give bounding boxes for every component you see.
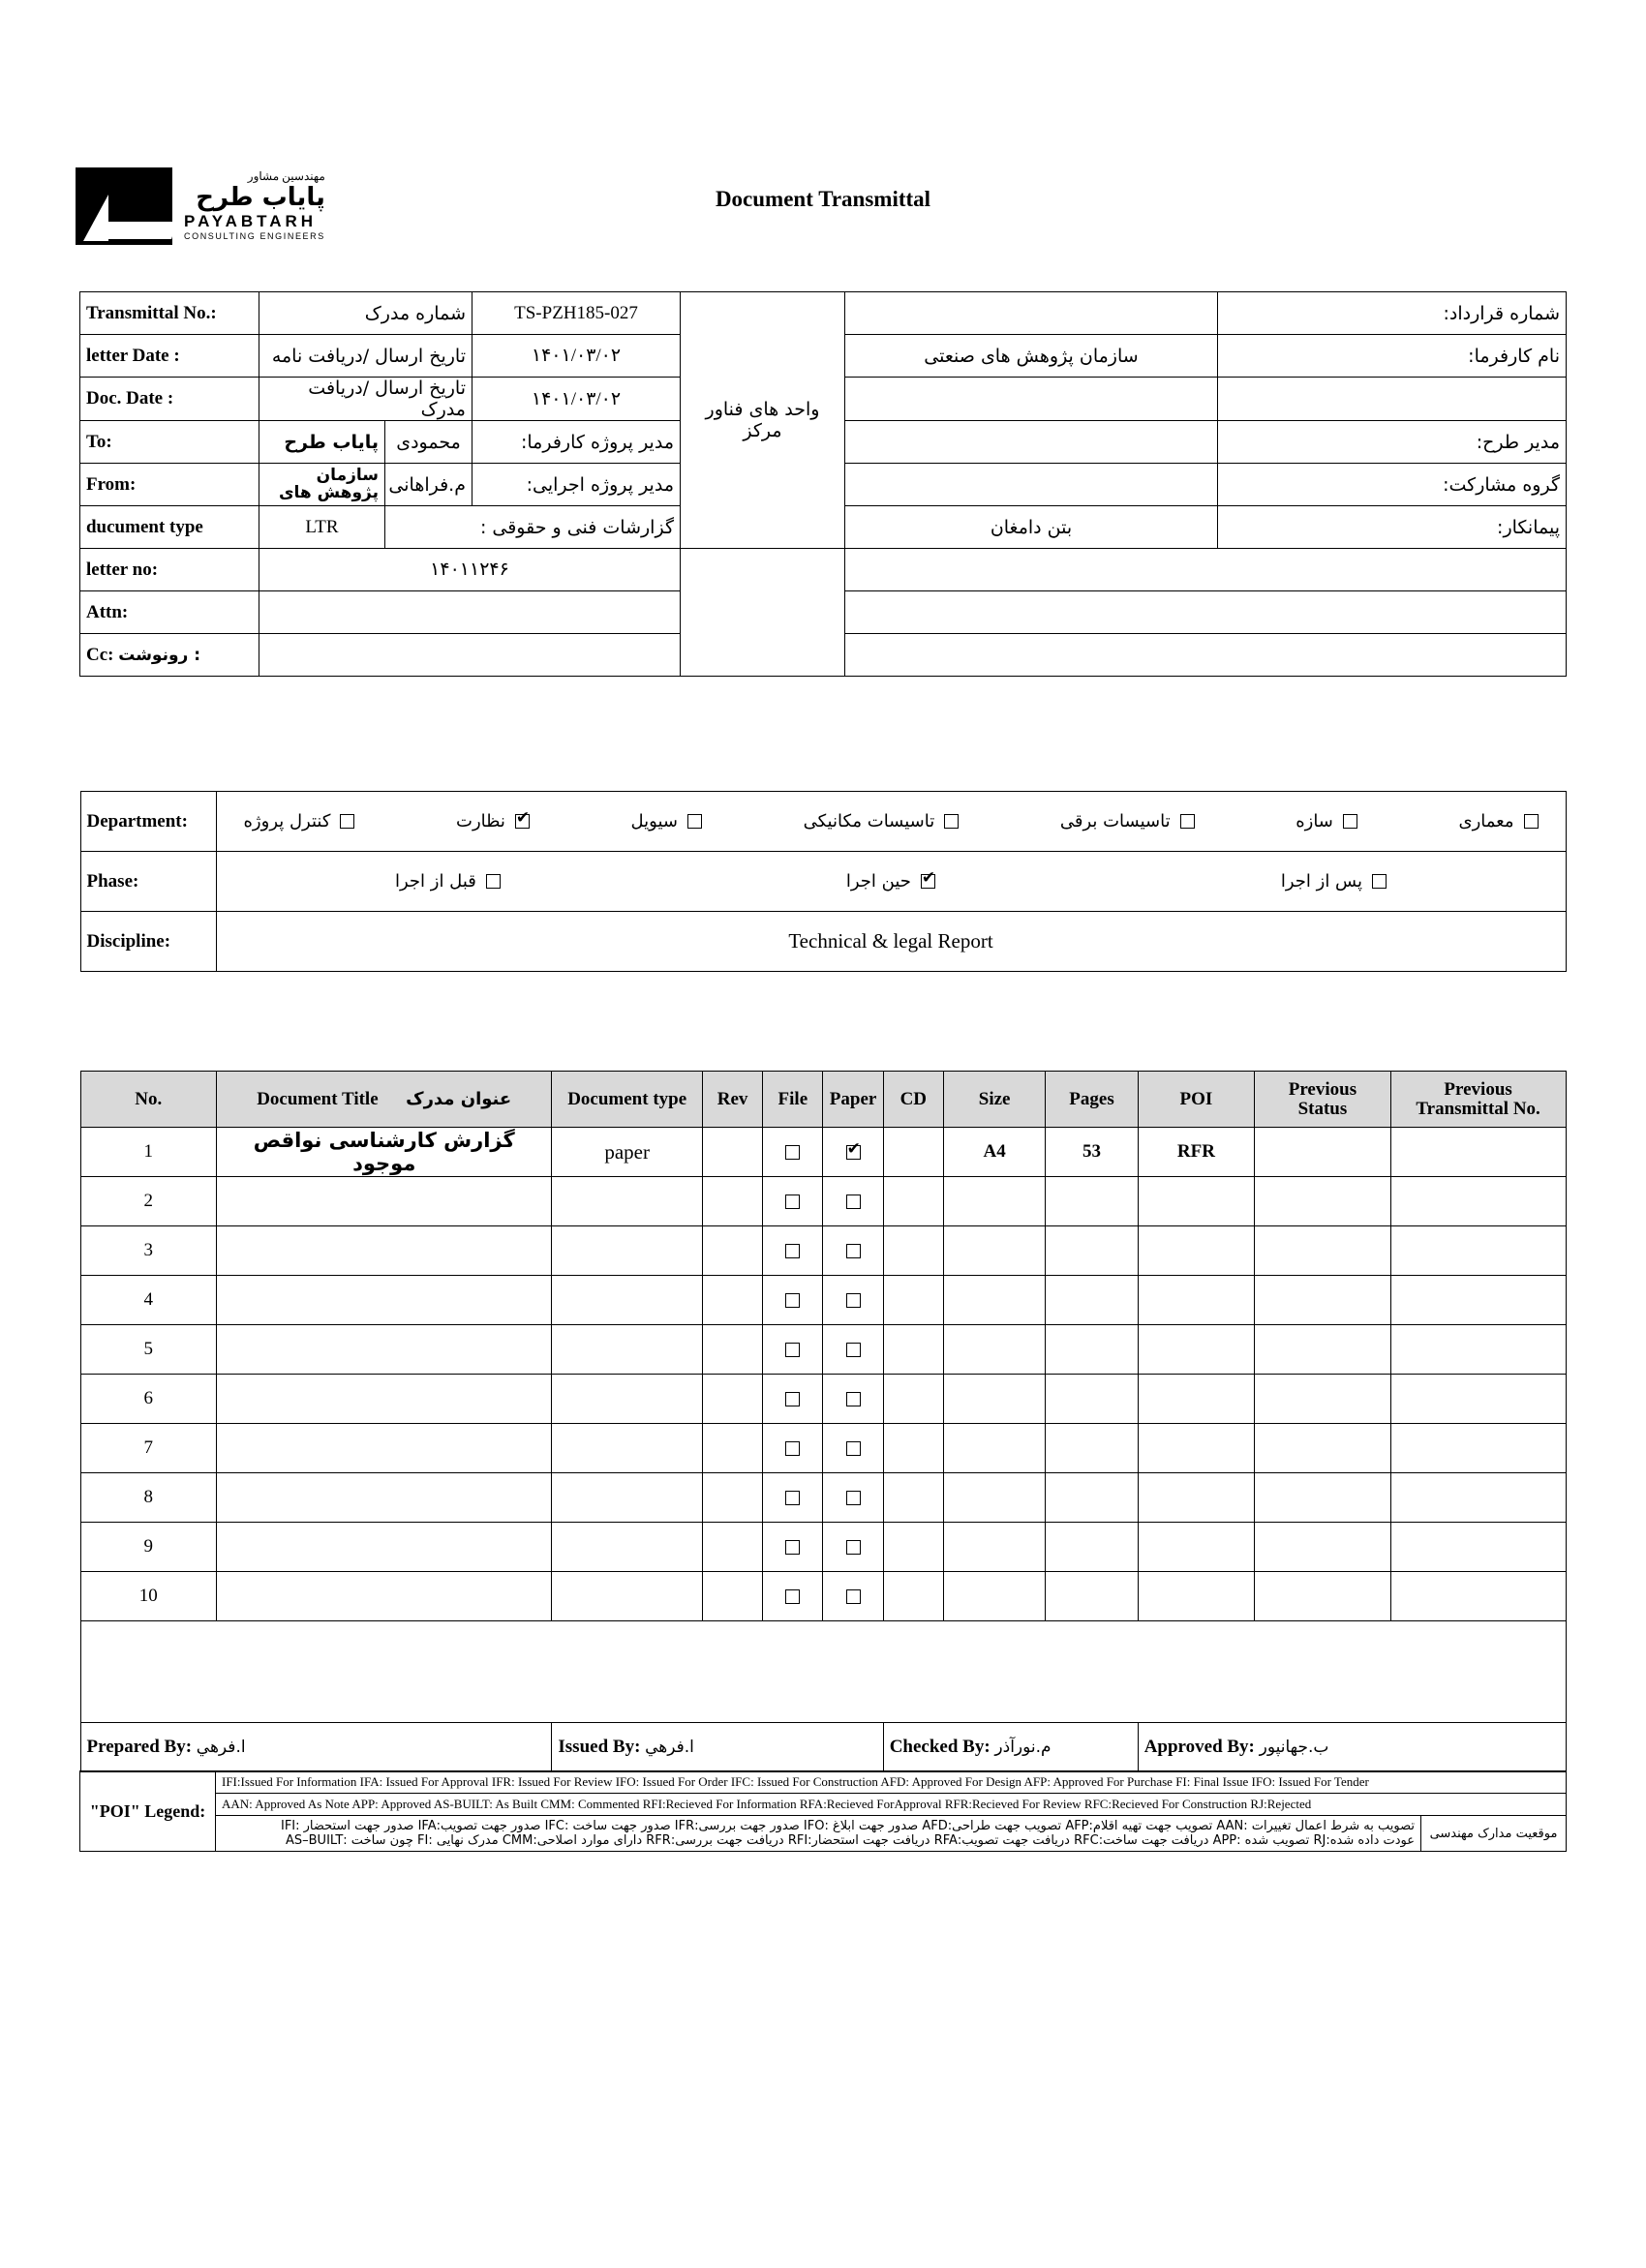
project-director-label: مدیر طرح: bbox=[1218, 421, 1567, 464]
legend-en-line-1: IFI:Issued For Information IFA: Issued For Approval IFR: Issued For Review IFO: Issued For Order IFC: Issued For Construction AFD: Approved For Design AFP: Approved For Purchase FI: Final Issue IFO: Issued For Tender bbox=[216, 1771, 1567, 1794]
row-title[interactable] bbox=[217, 1473, 552, 1523]
right-blank-cell-3 bbox=[845, 591, 1567, 634]
col-previous-status-l2: Status bbox=[1297, 1098, 1348, 1119]
col-size: Size bbox=[943, 1072, 1045, 1128]
row-pages[interactable] bbox=[1046, 1177, 1138, 1226]
doc-date-value[interactable]: ۱۴۰۱/۰۳/۰۲ bbox=[472, 378, 681, 421]
phase-label-before: قبل از اجرا bbox=[394, 871, 476, 892]
col-previous-status-l1: Previous bbox=[1288, 1078, 1357, 1100]
row-cd[interactable] bbox=[883, 1325, 943, 1375]
row-rev[interactable] bbox=[702, 1325, 762, 1375]
row-file[interactable] bbox=[763, 1177, 823, 1226]
row-size[interactable] bbox=[943, 1424, 1045, 1473]
row-no: 10 bbox=[80, 1572, 217, 1621]
row-doctype[interactable] bbox=[552, 1375, 703, 1424]
row-no: 7 bbox=[80, 1424, 217, 1473]
row-pages[interactable] bbox=[1046, 1572, 1138, 1621]
signature-row bbox=[80, 1723, 1566, 1772]
row-paper[interactable] bbox=[823, 1226, 883, 1276]
col-previous-transmittal-l1: Previous bbox=[1444, 1078, 1512, 1100]
department-phase-table bbox=[80, 791, 1567, 972]
row-doctype[interactable] bbox=[552, 1572, 703, 1621]
employer-name-value[interactable]: سازمان پژوهش های صنعتی bbox=[845, 335, 1218, 378]
row-no: 5 bbox=[80, 1325, 217, 1375]
row-no: 8 bbox=[80, 1473, 217, 1523]
checked-by-label: Checked By: bbox=[889, 1737, 991, 1757]
row-file[interactable] bbox=[763, 1375, 823, 1424]
checkbox-civil[interactable] bbox=[687, 814, 702, 829]
employer-pm-value[interactable]: محمودی bbox=[384, 421, 472, 464]
checkbox-file[interactable] bbox=[785, 1491, 800, 1505]
row-previous-status[interactable] bbox=[1255, 1572, 1391, 1621]
checkbox-paper[interactable] bbox=[846, 1589, 861, 1604]
legend-fa-lines bbox=[216, 1816, 1421, 1852]
checkbox-paper[interactable] bbox=[846, 1491, 861, 1505]
row-previous-status[interactable] bbox=[1255, 1276, 1391, 1325]
letter-no-label: letter no: bbox=[79, 549, 259, 591]
notes-row bbox=[80, 1621, 1566, 1723]
dept-option-structure[interactable] bbox=[1295, 811, 1357, 832]
dept-option-supervision[interactable] bbox=[456, 811, 530, 832]
row-doctype[interactable] bbox=[552, 1177, 703, 1226]
dept-option-mechanical[interactable] bbox=[804, 811, 960, 832]
signature-prepared-by[interactable] bbox=[80, 1723, 552, 1772]
row-cd[interactable] bbox=[883, 1226, 943, 1276]
prepared-by-value: ا.فرهي bbox=[196, 1738, 246, 1757]
joint-venture-value[interactable] bbox=[845, 464, 1218, 506]
row-paper[interactable] bbox=[823, 1473, 883, 1523]
dept-option-civil[interactable] bbox=[631, 811, 702, 832]
phase-option-after[interactable] bbox=[1281, 871, 1387, 892]
row-cd[interactable] bbox=[883, 1177, 943, 1226]
table-row bbox=[80, 1177, 1566, 1226]
contract-no-value[interactable] bbox=[845, 292, 1218, 335]
letter-no-value[interactable]: ۱۴۰۱۱۲۴۶ bbox=[259, 549, 680, 591]
table-row bbox=[80, 1276, 1566, 1325]
col-previous-status bbox=[1255, 1072, 1391, 1128]
col-rev: Rev bbox=[702, 1072, 762, 1128]
checkbox-paper[interactable] bbox=[846, 1343, 861, 1357]
row-pages[interactable] bbox=[1046, 1325, 1138, 1375]
row-previous-status[interactable] bbox=[1255, 1424, 1391, 1473]
project-director-value[interactable] bbox=[845, 421, 1218, 464]
employer-pm-label: مدیر پروژه کارفرما: bbox=[472, 421, 681, 464]
row-size[interactable] bbox=[943, 1473, 1045, 1523]
exec-pm-value[interactable]: م.فراهانی bbox=[384, 464, 472, 506]
row-paper[interactable] bbox=[823, 1572, 883, 1621]
dept-label-project-control: کنترل پروژه bbox=[243, 811, 331, 832]
dept-label-electrical: تاسیسات برقی bbox=[1059, 811, 1171, 832]
row-file[interactable] bbox=[763, 1276, 823, 1325]
dept-option-project-control[interactable] bbox=[244, 811, 355, 832]
row-doctype[interactable]: paper bbox=[552, 1128, 703, 1177]
checkbox-file[interactable] bbox=[785, 1392, 800, 1406]
checkbox-supervision[interactable] bbox=[515, 814, 530, 829]
col-document-type: Document type bbox=[552, 1072, 703, 1128]
legend-row-en2 bbox=[80, 1794, 1567, 1816]
info-row bbox=[79, 292, 1566, 335]
attn-label: Attn: bbox=[79, 591, 259, 634]
approved-by-value: ب.جهانپور bbox=[1259, 1738, 1329, 1757]
dept-option-architecture[interactable] bbox=[1459, 811, 1539, 832]
checkbox-file[interactable] bbox=[785, 1194, 800, 1209]
checkbox-structure[interactable] bbox=[1343, 814, 1357, 829]
row-pages[interactable] bbox=[1046, 1375, 1138, 1424]
legend-fa-side: موقعیت مدارک مهندسی bbox=[1421, 1816, 1567, 1852]
row-previous-transmittal[interactable] bbox=[1390, 1375, 1566, 1424]
row-pages[interactable] bbox=[1046, 1424, 1138, 1473]
row-cd[interactable] bbox=[883, 1375, 943, 1424]
checkbox-architecture[interactable] bbox=[1524, 814, 1539, 829]
checkbox-file[interactable] bbox=[785, 1441, 800, 1456]
row-rev[interactable] bbox=[702, 1572, 762, 1621]
row-previous-transmittal[interactable] bbox=[1390, 1473, 1566, 1523]
row-rev[interactable] bbox=[702, 1424, 762, 1473]
row-cd[interactable] bbox=[883, 1523, 943, 1572]
row-rev[interactable] bbox=[702, 1375, 762, 1424]
table-row bbox=[80, 1325, 1566, 1375]
contract-no-label: شماره قرارداد: bbox=[1218, 292, 1567, 335]
document-type-value[interactable]: LTR bbox=[259, 506, 384, 549]
checkbox-paper[interactable] bbox=[846, 1244, 861, 1258]
table-header-row bbox=[80, 1072, 1566, 1128]
doc-date-label: Doc. Date : bbox=[79, 378, 259, 421]
row-poi[interactable] bbox=[1138, 1424, 1254, 1473]
legend-en-line-2: AAN: Approved As Note APP: Approved AS-BUILT: As Built CMM: Commented RFI:Recieved For Information RFA:Recieved ForApproval RFR:Recieved For Review RFC:Recieved For Construction RJ:Rejected bbox=[216, 1794, 1567, 1816]
row-previous-transmittal[interactable] bbox=[1390, 1325, 1566, 1375]
row-poi[interactable] bbox=[1138, 1325, 1254, 1375]
prepared-by-label: Prepared By: bbox=[86, 1737, 193, 1757]
row-cd[interactable] bbox=[883, 1128, 943, 1177]
row-no: 3 bbox=[80, 1226, 217, 1276]
transmittal-no-value[interactable]: TS-PZH185-027 bbox=[472, 292, 681, 335]
signature-issued-by[interactable] bbox=[552, 1723, 883, 1772]
from-value[interactable]: سازمان پژوهش های bbox=[259, 464, 384, 506]
row-title[interactable] bbox=[217, 1177, 552, 1226]
dept-label-structure: سازه bbox=[1295, 811, 1333, 832]
row-previous-transmittal[interactable] bbox=[1390, 1276, 1566, 1325]
row-previous-transmittal[interactable] bbox=[1390, 1572, 1566, 1621]
phase-options bbox=[216, 852, 1566, 912]
phase-option-during[interactable] bbox=[846, 871, 935, 892]
row-previous-transmittal[interactable] bbox=[1390, 1424, 1566, 1473]
checked-by-value: م.نورآذر bbox=[994, 1738, 1052, 1757]
cc-label-en: Cc: bbox=[85, 644, 114, 665]
row-paper[interactable] bbox=[823, 1128, 883, 1177]
col-poi: POI bbox=[1138, 1072, 1254, 1128]
table-row bbox=[80, 1375, 1566, 1424]
checkbox-paper[interactable] bbox=[846, 1194, 861, 1209]
checkbox-paper[interactable] bbox=[846, 1392, 861, 1406]
row-title[interactable] bbox=[217, 1523, 552, 1572]
row-previous-status[interactable] bbox=[1255, 1226, 1391, 1276]
doc-date-label-fa: تاریخ ارسال /دریافت مدرک bbox=[259, 378, 472, 421]
row-file[interactable] bbox=[763, 1523, 823, 1572]
row-file[interactable] bbox=[763, 1572, 823, 1621]
right-blank-cell-4 bbox=[845, 634, 1567, 677]
row-poi[interactable] bbox=[1138, 1276, 1254, 1325]
col-paper: Paper bbox=[823, 1072, 883, 1128]
logo-line-3: PAYABTARH bbox=[184, 212, 318, 231]
row-size[interactable] bbox=[943, 1523, 1045, 1572]
row-doctype[interactable] bbox=[552, 1523, 703, 1572]
row-previous-transmittal[interactable] bbox=[1390, 1128, 1566, 1177]
blank-right-label bbox=[1218, 378, 1567, 421]
department-label: Department: bbox=[80, 792, 216, 852]
table-row bbox=[80, 1128, 1566, 1177]
dept-label-mechanical: تاسیسات مکانیکی bbox=[803, 811, 935, 832]
row-doctype[interactable] bbox=[552, 1226, 703, 1276]
checkbox-paper[interactable] bbox=[846, 1441, 861, 1456]
row-file[interactable] bbox=[763, 1325, 823, 1375]
center-note: واحد های فناور مرکز bbox=[681, 292, 845, 549]
row-poi[interactable] bbox=[1138, 1177, 1254, 1226]
department-options bbox=[216, 792, 1566, 852]
dept-label-architecture: معماری bbox=[1458, 811, 1514, 832]
row-no: 9 bbox=[80, 1523, 217, 1572]
row-previous-transmittal[interactable] bbox=[1390, 1523, 1566, 1572]
cc-label-fa: رونوشت : bbox=[118, 645, 201, 665]
row-title[interactable] bbox=[217, 1375, 552, 1424]
row-cd[interactable] bbox=[883, 1276, 943, 1325]
checkbox-paper[interactable] bbox=[846, 1293, 861, 1308]
row-previous-status[interactable] bbox=[1255, 1325, 1391, 1375]
poi-legend-table bbox=[79, 1770, 1567, 1852]
cc-value[interactable] bbox=[259, 634, 680, 677]
contractor-label: پیمانکار: bbox=[1218, 506, 1567, 549]
table-row bbox=[80, 1226, 1566, 1276]
legend-title: "POI" Legend: bbox=[80, 1771, 216, 1852]
employer-name-label: نام کارفرما: bbox=[1218, 335, 1567, 378]
discipline-row bbox=[80, 912, 1566, 972]
row-file[interactable] bbox=[763, 1226, 823, 1276]
letter-date-value[interactable]: ۱۴۰۱/۰۳/۰۲ bbox=[472, 335, 681, 378]
joint-venture-label: گروه مشارکت: bbox=[1218, 464, 1567, 506]
table-row bbox=[80, 1523, 1566, 1572]
checkbox-mechanical[interactable] bbox=[944, 814, 959, 829]
issued-by-value: ا.فرهي bbox=[645, 1738, 694, 1757]
table-row bbox=[80, 1572, 1566, 1621]
row-doctype[interactable] bbox=[552, 1424, 703, 1473]
row-poi[interactable] bbox=[1138, 1572, 1254, 1621]
row-rev[interactable] bbox=[702, 1226, 762, 1276]
row-file[interactable] bbox=[763, 1473, 823, 1523]
checkbox-project-control[interactable] bbox=[340, 814, 354, 829]
department-row bbox=[80, 792, 1566, 852]
checkbox-phase-before[interactable] bbox=[486, 874, 501, 889]
legend-row-fa bbox=[80, 1816, 1567, 1852]
row-title[interactable] bbox=[217, 1572, 552, 1621]
row-file[interactable] bbox=[763, 1424, 823, 1473]
checkbox-electrical[interactable] bbox=[1180, 814, 1195, 829]
letter-date-label-fa: تاریخ ارسال /دریافت نامه bbox=[259, 335, 472, 378]
to-label: To: bbox=[79, 421, 259, 464]
row-poi[interactable] bbox=[1138, 1473, 1254, 1523]
row-doctype[interactable] bbox=[552, 1325, 703, 1375]
row-rev[interactable] bbox=[702, 1523, 762, 1572]
issued-by-label: Issued By: bbox=[558, 1737, 641, 1757]
approved-by-label: Approved By: bbox=[1143, 1737, 1255, 1757]
to-value[interactable]: پایاب طرح bbox=[259, 421, 384, 464]
checkbox-file[interactable] bbox=[785, 1244, 800, 1258]
row-cd[interactable] bbox=[883, 1473, 943, 1523]
row-previous-status[interactable] bbox=[1255, 1375, 1391, 1424]
letter-date-label: letter Date : bbox=[79, 335, 259, 378]
row-size[interactable]: A4 bbox=[943, 1128, 1045, 1177]
row-paper[interactable] bbox=[823, 1276, 883, 1325]
page-title: Document Transmittal bbox=[715, 187, 931, 211]
transmittal-no-label: Transmittal No.: bbox=[79, 292, 259, 335]
row-paper[interactable] bbox=[823, 1523, 883, 1572]
info-row bbox=[79, 549, 1566, 591]
checkbox-file[interactable] bbox=[785, 1343, 800, 1357]
exec-pm-label: مدیر پروژه اجرایی: bbox=[472, 464, 681, 506]
cc-label bbox=[79, 634, 259, 677]
phase-row bbox=[80, 852, 1566, 912]
documents-table bbox=[80, 1071, 1567, 1772]
row-title[interactable] bbox=[217, 1424, 552, 1473]
row-paper[interactable] bbox=[823, 1177, 883, 1226]
checkbox-phase-during[interactable] bbox=[921, 874, 935, 889]
checkbox-file[interactable] bbox=[785, 1293, 800, 1308]
row-poi[interactable]: RFR bbox=[1138, 1128, 1254, 1177]
col-previous-transmittal-l2: Transmittal No. bbox=[1416, 1098, 1540, 1119]
row-size[interactable] bbox=[943, 1572, 1045, 1621]
row-title[interactable] bbox=[217, 1325, 552, 1375]
row-paper[interactable] bbox=[823, 1325, 883, 1375]
row-previous-transmittal[interactable] bbox=[1390, 1177, 1566, 1226]
contractor-value[interactable]: بتن دامغان bbox=[845, 506, 1218, 549]
row-previous-status[interactable] bbox=[1255, 1177, 1391, 1226]
col-cd: CD bbox=[883, 1072, 943, 1128]
signature-approved-by[interactable] bbox=[1138, 1723, 1566, 1772]
row-title[interactable] bbox=[217, 1226, 552, 1276]
legend-row-en1 bbox=[80, 1771, 1567, 1794]
table-row bbox=[80, 1424, 1566, 1473]
transmittal-no-label-fa: شماره مدرک bbox=[259, 292, 472, 335]
checkbox-file[interactable] bbox=[785, 1589, 800, 1604]
row-cd[interactable] bbox=[883, 1572, 943, 1621]
discipline-value[interactable]: Technical & legal Report bbox=[216, 912, 1566, 972]
row-file[interactable] bbox=[763, 1128, 823, 1177]
signature-checked-by[interactable] bbox=[883, 1723, 1138, 1772]
checkbox-file[interactable] bbox=[785, 1540, 800, 1555]
document-type-label-fa: گزارشات فنی و حقوقی : bbox=[384, 506, 680, 549]
attn-value[interactable] bbox=[259, 591, 680, 634]
document-type-label: ducument type bbox=[79, 506, 259, 549]
row-rev[interactable] bbox=[702, 1177, 762, 1226]
checkbox-file[interactable] bbox=[785, 1145, 800, 1160]
row-size[interactable] bbox=[943, 1276, 1045, 1325]
col-file: File bbox=[763, 1072, 823, 1128]
row-size[interactable] bbox=[943, 1177, 1045, 1226]
right-blank-cell-2 bbox=[845, 549, 1567, 591]
phase-option-before[interactable] bbox=[395, 871, 501, 892]
legend-fa-line-1: تصویب به شرط اعمال تغییرات :AAN تصویب جهت تهیه اقلام:AFP تصویب جهت طراحی:AFD صدور جهت ابلاغ :IFO صدور جهت بررسی:IFR صدور جهت ساخت :IFC صدور جهت تصویب:IFA صدور جهت استحضار :IFI bbox=[280, 1819, 1415, 1833]
row-title[interactable] bbox=[217, 1276, 552, 1325]
col-document-title bbox=[217, 1072, 552, 1128]
notes-area[interactable] bbox=[80, 1621, 1566, 1723]
discipline-label: Discipline: bbox=[80, 912, 216, 972]
row-doctype[interactable] bbox=[552, 1276, 703, 1325]
row-size[interactable] bbox=[943, 1375, 1045, 1424]
dept-option-electrical[interactable] bbox=[1060, 811, 1195, 832]
row-no: 2 bbox=[80, 1177, 217, 1226]
table-row bbox=[80, 1473, 1566, 1523]
row-pages[interactable] bbox=[1046, 1523, 1138, 1572]
row-rev[interactable] bbox=[702, 1276, 762, 1325]
row-no: 1 bbox=[80, 1128, 217, 1177]
phase-label-after: پس از اجرا bbox=[1280, 871, 1362, 892]
dept-label-civil: سیویل bbox=[630, 811, 678, 832]
checkbox-paper[interactable] bbox=[846, 1145, 861, 1160]
from-label: From: bbox=[79, 464, 259, 506]
document-header bbox=[0, 160, 1646, 276]
row-no: 6 bbox=[80, 1375, 217, 1424]
row-cd[interactable] bbox=[883, 1424, 943, 1473]
row-previous-status[interactable] bbox=[1255, 1523, 1391, 1572]
row-pages[interactable] bbox=[1046, 1276, 1138, 1325]
logo-line-4: CONSULTING ENGINEERS bbox=[184, 230, 325, 241]
row-paper[interactable] bbox=[823, 1424, 883, 1473]
row-poi[interactable] bbox=[1138, 1226, 1254, 1276]
phase-label-during: حین اجرا bbox=[845, 871, 911, 892]
phase-label: Phase: bbox=[80, 852, 216, 912]
row-poi[interactable] bbox=[1138, 1375, 1254, 1424]
row-size[interactable] bbox=[943, 1325, 1045, 1375]
row-no: 4 bbox=[80, 1276, 217, 1325]
right-blank-cell bbox=[681, 549, 845, 677]
logo-line-1: مهندسین مشاور bbox=[247, 168, 325, 183]
col-document-title-fa: عنوان مدرک bbox=[406, 1088, 512, 1109]
row-pages[interactable] bbox=[1046, 1473, 1138, 1523]
row-pages[interactable]: 53 bbox=[1046, 1128, 1138, 1177]
col-no: No. bbox=[80, 1072, 217, 1128]
row-previous-transmittal[interactable] bbox=[1390, 1226, 1566, 1276]
row-size[interactable] bbox=[943, 1226, 1045, 1276]
row-previous-status[interactable] bbox=[1255, 1128, 1391, 1177]
row-rev[interactable] bbox=[702, 1473, 762, 1523]
legend-fa-line-2: عودت داده شده:RJ تصویب شده :APP دریافت جهت ساخت:RFC دریافت جهت تصویب:RFA دریافت جهت استحضار:RFI دریافت جهت بررسی:RFR دارای موارد اصلاحی:CMM مدرک نهایی :FI چون ساخت :AS–BUILT bbox=[285, 1833, 1415, 1848]
dept-label-supervision: نظارت bbox=[456, 811, 505, 832]
row-poi[interactable] bbox=[1138, 1523, 1254, 1572]
col-document-title-en: Document Title bbox=[257, 1088, 379, 1109]
checkbox-paper[interactable] bbox=[846, 1540, 861, 1555]
row-doctype[interactable] bbox=[552, 1473, 703, 1523]
transmittal-info-table bbox=[79, 291, 1567, 677]
blank-right-value[interactable] bbox=[845, 378, 1218, 421]
document-page bbox=[0, 160, 1646, 2268]
row-title[interactable]: گزارش کارشناسی نواقص موجود bbox=[217, 1128, 552, 1177]
col-pages: Pages bbox=[1046, 1072, 1138, 1128]
row-rev[interactable] bbox=[702, 1128, 762, 1177]
checkbox-phase-after[interactable] bbox=[1372, 874, 1387, 889]
row-previous-status[interactable] bbox=[1255, 1473, 1391, 1523]
col-previous-transmittal bbox=[1390, 1072, 1566, 1128]
row-pages[interactable] bbox=[1046, 1226, 1138, 1276]
row-paper[interactable] bbox=[823, 1375, 883, 1424]
logo-line-2: پایاب طرح bbox=[196, 182, 325, 212]
